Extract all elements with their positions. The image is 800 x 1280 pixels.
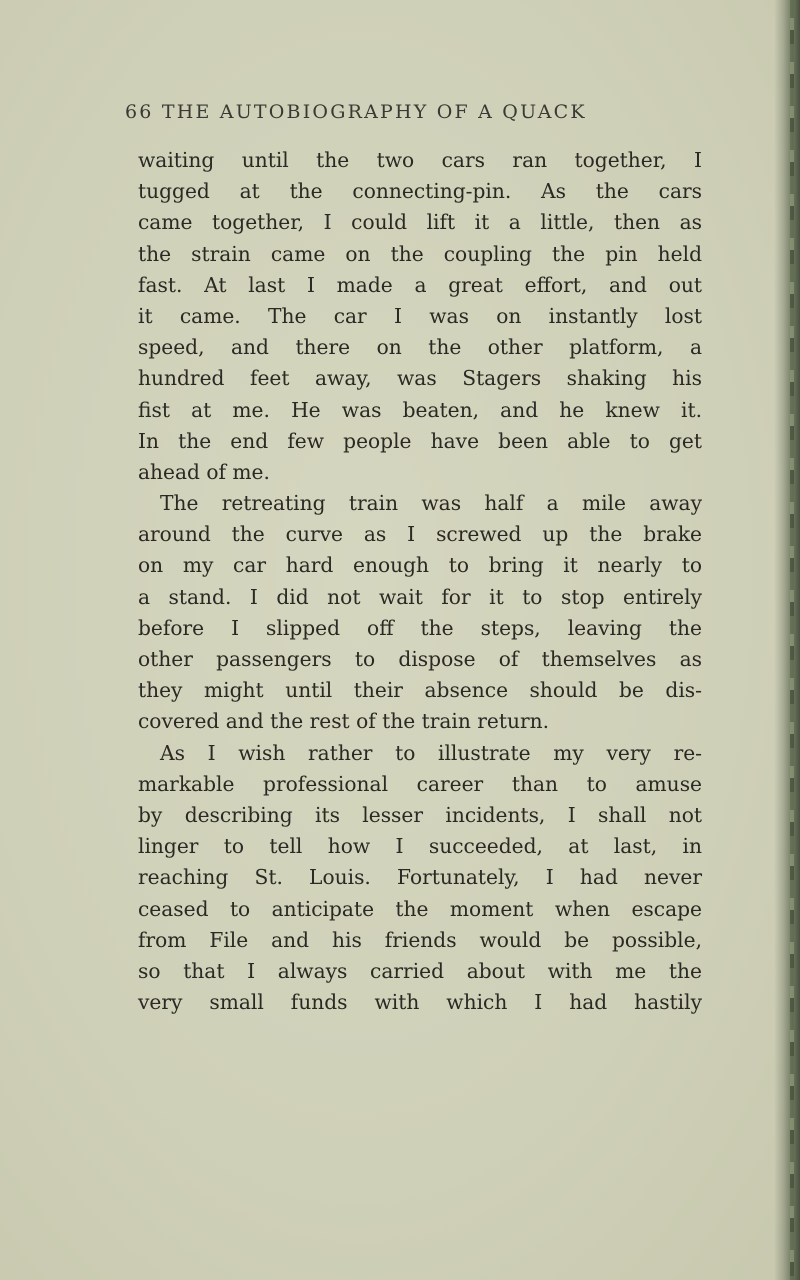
text-line: a stand. I did not wait for it to stop entirely — [138, 584, 702, 609]
text-line: ahead of me. — [138, 459, 270, 484]
text-line: fast. At last I made a great effort, and out — [138, 272, 702, 297]
text-line: on my car hard enough to bring it nearly to — [138, 553, 702, 578]
text-line: fist at me. He was beaten, and he knew it. — [138, 397, 702, 422]
text-line: other passengers to dispose of themselves as — [138, 647, 702, 671]
text-line: The retreating train was half a mile away — [160, 491, 702, 516]
text-line: tugged at the connecting-pin. As the cars — [138, 179, 702, 204]
page-edge-shadow — [774, 0, 800, 1280]
text-line: covered and the rest of the train return. — [138, 709, 550, 734]
running-head: 66 THE AUTOBIOGRAPHY OF A QUACK — [125, 101, 587, 123]
text-line: they might until their absence should be dis- — [138, 678, 702, 703]
book-binding-edge — [790, 0, 794, 1280]
text-line: it came. The car I was on instantly lost — [138, 303, 702, 328]
text-line: hundred feet away, was Stagers shaking his — [138, 366, 702, 391]
text-line: the strain came on the coupling the pin held — [138, 241, 702, 266]
text-line: As I wish rather to illustrate my very re- — [160, 740, 702, 765]
text-line: from File and his friends would be possible, — [138, 927, 702, 952]
text-line: In the end few people have been able to get — [138, 428, 702, 453]
text-line: reaching St. Louis. Fortunately, I had never — [138, 865, 702, 890]
text-line: so that I always carried about with me the — [138, 958, 702, 983]
text-line: waiting until the two cars ran together, I — [138, 148, 702, 172]
text-line: around the curve as I screwed up the brake — [138, 522, 702, 547]
text-line: very small funds with which I had hastily — [138, 990, 702, 1015]
text-line: markable professional career than to amuse — [138, 771, 702, 796]
text-line: came together, I could lift it a little, then as — [138, 210, 702, 235]
text-line: linger to tell how I succeeded, at last, in — [138, 834, 702, 859]
text-line: by describing its lesser incidents, I shall not — [138, 802, 702, 827]
text-line: ceased to anticipate the moment when escape — [138, 896, 702, 921]
text-line: before I slipped off the steps, leaving the — [138, 615, 702, 640]
body-text — [138, 145, 702, 1018]
text-line: speed, and there on the other platform, a — [138, 335, 702, 360]
